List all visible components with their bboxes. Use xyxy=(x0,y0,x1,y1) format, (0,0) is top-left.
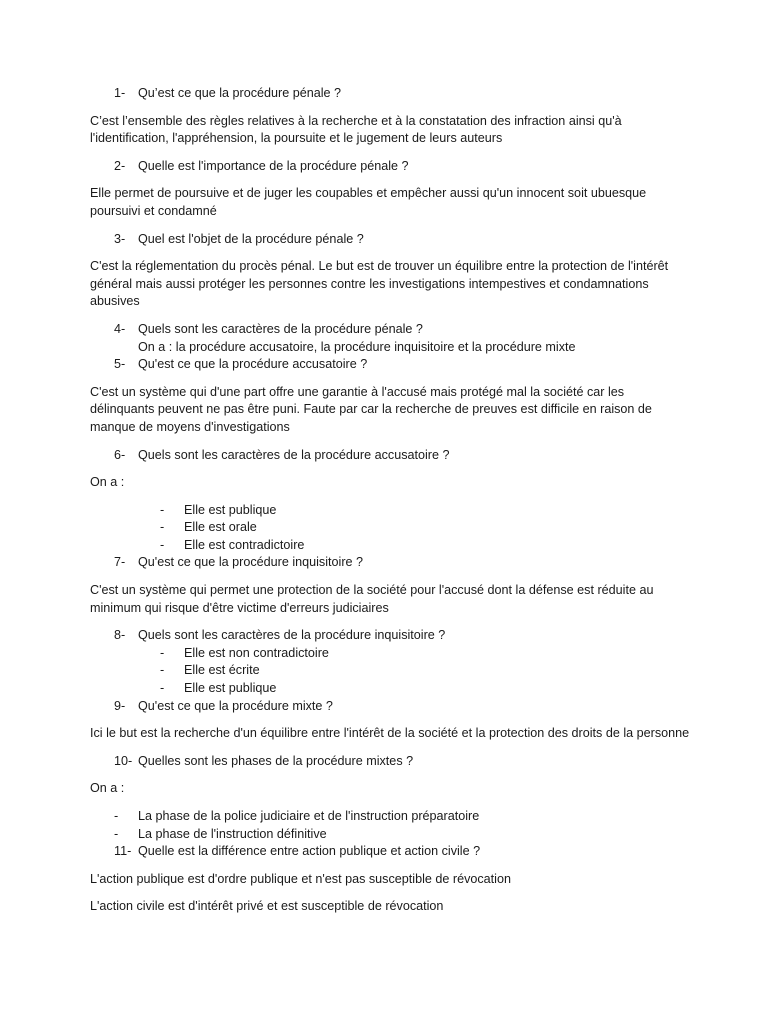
list-item xyxy=(90,826,690,844)
question-10 xyxy=(90,753,690,771)
answer-10-intro: On a : xyxy=(90,781,125,796)
question-text: Qu'est ce que la procédure accusatoire ? xyxy=(138,357,368,372)
list-item xyxy=(90,680,690,698)
list-item-text: Elle est orale xyxy=(184,520,257,535)
document-page xyxy=(90,85,690,926)
question-text: Quels sont les caractères de la procédure accusatoire ? xyxy=(138,447,450,462)
question-7 xyxy=(90,554,690,572)
question-text: Quelle est l'importance de la procédure pénale ? xyxy=(138,158,409,173)
answer-4: On a : la procédure accusatoire, la procédure inquisitoire et la procédure mixte xyxy=(138,339,576,354)
question-6 xyxy=(90,447,690,465)
list-item xyxy=(90,808,690,826)
question-text: Quelle est la différence entre action publique et action civile ? xyxy=(138,844,481,859)
list-item-text: Elle est publique xyxy=(184,681,277,696)
question-1 xyxy=(90,85,690,103)
list-item-text: La phase de la police judiciaire et de l'instruction préparatoire xyxy=(138,809,480,823)
question-number: 3- xyxy=(114,231,126,246)
answer-1: C’est l’ensemble des règles relatives à la recherche et à la constatation des infraction ainsi qu'à l'identification, l'appréhension, la poursuite et le jugement de leurs auteurs xyxy=(90,113,622,146)
question-text: Quelles sont les phases de la procédure mixtes ? xyxy=(138,753,414,768)
answer-6-intro: On a : xyxy=(90,475,125,490)
dash-marker: - xyxy=(160,663,165,678)
question-number: 2- xyxy=(114,158,126,173)
dash-marker: - xyxy=(114,809,119,823)
answer-7: C'est un système qui permet une protection de la société pour l'accusé dont la défense est réduite au minimum qui risque d'être victime d'erreurs judiciaires xyxy=(90,583,654,615)
list-item-text: La phase de l'instruction définitive xyxy=(138,826,327,841)
question-text: Qu’est ce que la procédure pénale ? xyxy=(138,86,342,100)
question-number: 5- xyxy=(114,357,126,372)
dash-marker: - xyxy=(160,537,165,552)
dash-marker: - xyxy=(160,520,165,535)
question-number: 9- xyxy=(114,698,126,713)
answer-2: Elle permet de poursuive et de juger les coupables et empêcher aussi qu'un innocent soit ubuesque poursuivi et condamné xyxy=(90,186,647,218)
question-9 xyxy=(90,698,690,716)
question-text: Qu'est ce que la procédure mixte ? xyxy=(138,698,333,713)
question-number: 1- xyxy=(114,86,126,100)
answer-11-public: L'action publique est d'ordre publique et n'est pas susceptible de révocation xyxy=(90,871,511,886)
question-text: Quel est l'objet de la procédure pénale ? xyxy=(138,231,364,246)
list-item xyxy=(90,537,690,555)
question-number: 11- xyxy=(114,844,132,859)
list-item xyxy=(90,662,690,680)
dash-marker: - xyxy=(160,645,165,660)
list-item-text: Elle est publique xyxy=(184,502,277,517)
list-item xyxy=(90,502,690,520)
question-number: 6- xyxy=(114,447,126,462)
question-number: 7- xyxy=(114,555,126,570)
question-text: Quels sont les caractères de la procédure inquisitoire ? xyxy=(138,628,446,643)
answer-5: C'est un système qui d'une part offre une garantie à l'accusé mais protégé mal la société car les délinquants peuvent ne pas être puni. Faute par car la recherche de preuves est difficile en raison de manque de moyens d'investigations xyxy=(90,384,652,434)
list-item xyxy=(90,645,690,663)
question-text: Qu'est ce que la procédure inquisitoire ? xyxy=(138,555,364,570)
answer-11-civil: L'action civile est d'intérêt privé et est susceptible de révocation xyxy=(90,899,444,914)
list-item-text: Elle est contradictoire xyxy=(184,537,305,552)
question-number: 4- xyxy=(114,321,126,336)
answer-3: C'est la réglementation du procès pénal. Le but est de trouver un équilibre entre la protection de l'intérêt général mais aussi protéger les personnes contre les investigations intempestives et condamnations abusives xyxy=(90,259,669,309)
question-5 xyxy=(90,356,690,374)
list-item-text: Elle est écrite xyxy=(184,663,260,678)
question-number: 8- xyxy=(114,628,126,643)
question-2 xyxy=(90,158,690,176)
question-11 xyxy=(90,843,690,861)
list-item xyxy=(90,519,690,537)
question-number: 10- xyxy=(114,753,133,768)
answer-9: Ici le but est la recherche d'un équilibre entre l'intérêt de la société et la protection des droits de la personne xyxy=(90,726,690,741)
list-item-text: Elle est non contradictoire xyxy=(184,645,329,660)
question-8 xyxy=(90,627,690,645)
dash-marker: - xyxy=(114,826,119,841)
question-4 xyxy=(90,321,690,339)
question-3 xyxy=(90,231,690,249)
dash-marker: - xyxy=(160,502,165,517)
dash-marker: - xyxy=(160,681,165,696)
question-text: Quels sont les caractères de la procédure pénale ? xyxy=(138,321,423,336)
